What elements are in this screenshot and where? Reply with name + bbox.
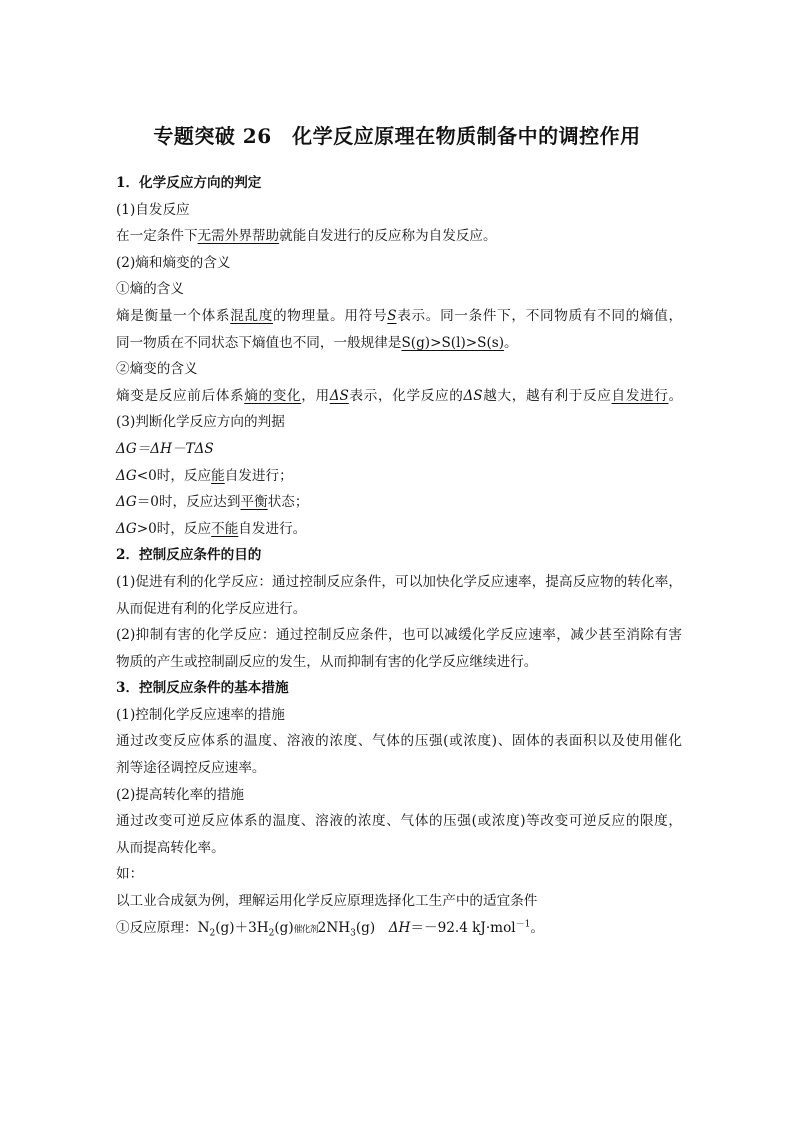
entropy-item-1: ①熵的含义: [116, 281, 184, 298]
promote-paragraph-line-2: 从而促进有利的化学反应进行。: [116, 600, 307, 617]
section-3-sub-1: (1)控制化学反应速率的措施: [116, 706, 285, 723]
criterion-negative: ΔG<0时，反应能自发进行；: [116, 467, 293, 484]
spontaneous-reaction-paragraph: 在一定条件下无需外界帮助就能自发进行的反应称为自发反应。: [116, 228, 497, 245]
gibbs-formula: ΔG＝ΔH－TΔS: [116, 440, 214, 457]
rate-control-paragraph-line-1: 通过改变反应体系的温度、溶液的浓度、气体的压强(或浓度)、固体的表面积以及使用催化: [116, 733, 682, 750]
criterion-positive: ΔG>0时，反应不能自发进行。: [116, 520, 307, 537]
ammonia-example: 以工业合成氨为例，理解运用化学反应原理选择化工生产中的适宜条件: [116, 893, 538, 910]
promote-paragraph-line-1: (1)促进有利的化学反应：通过控制反应条件，可以加快化学反应速率，提高反应物的转化率，: [116, 573, 682, 590]
underlined-term: 能: [211, 467, 225, 484]
underlined-term: 平衡: [240, 494, 268, 511]
inhibit-paragraph-line-1: (2)抑制有害的化学反应：通过控制反应条件，也可以减缓化学反应速率，减少甚至消除有害: [116, 627, 682, 644]
inhibit-paragraph-line-2: 物质的产生或控制副反应的发生，从而抑制有害的化学反应继续进行。: [116, 653, 538, 670]
underlined-term: 熵的变化: [244, 387, 302, 404]
entropy-rule: S(g)>S(l)>S(s): [401, 334, 505, 351]
document-body: [116, 170, 682, 941]
page-title: 专题突破 26 化学反应原理在物质制备中的调控作用: [153, 124, 641, 148]
reaction-condition: 催化剂: [293, 924, 318, 935]
conversion-paragraph-line-1: 通过改变可逆反应体系的温度、溶液的浓度、气体的压强(或浓度)等改变可逆反应的限度，: [116, 813, 682, 830]
section-1-sub-3: (3)判断化学反应方向的判据: [116, 414, 285, 431]
ammonia-equation: ①反应原理：$N_2(g)+3H_2(g)$催化剂$2NH_3(g)$ ΔH＝－92.4 kJ·mol$^{-1}$。: [116, 919, 544, 939]
section-1-sub-2: (2)熵和熵变的含义: [116, 254, 231, 271]
underlined-term: 不能: [211, 520, 239, 537]
underlined-term: 自发进行: [611, 387, 669, 404]
conversion-paragraph-line-2: 从而提高转化率。: [116, 839, 225, 856]
section-1-heading: 1．化学反应方向的判定: [116, 175, 262, 191]
section-1-sub-1: (1)自发反应: [116, 201, 190, 218]
underlined-term: 混乱度: [230, 307, 274, 324]
entropy-change-paragraph: 熵变是反应前后体系熵的变化，用ΔS表示，化学反应的ΔS越大，越有利于反应自发进行。: [116, 387, 683, 404]
section-3-sub-2: (2)提高转化率的措施: [116, 786, 245, 803]
underlined-term: 无需外界帮助: [197, 228, 280, 245]
entropy-paragraph-line-2: 同一物质在不同状态下熵值也不同，一般规律是S(g)>S(l)>S(s)。: [116, 334, 518, 351]
underlined-symbol: S: [387, 307, 397, 324]
underlined-symbol: ΔS: [329, 387, 349, 404]
entropy-item-2: ②熵变的含义: [116, 361, 198, 378]
rate-control-paragraph-line-2: 剂等途径调控反应速率。: [116, 760, 266, 777]
section-3-heading: 3．控制反应条件的基本措施: [116, 680, 289, 697]
example-intro: 如：: [116, 866, 144, 883]
criterion-zero: ΔG＝0时，反应达到平衡状态；: [116, 494, 309, 511]
entropy-paragraph-line-1: 熵是衡量一个体系混乱度的物理量。用符号S表示。同一条件下，不同物质有不同的熵值，: [116, 307, 683, 324]
section-2-heading: 2．控制反应条件的目的: [116, 547, 262, 564]
